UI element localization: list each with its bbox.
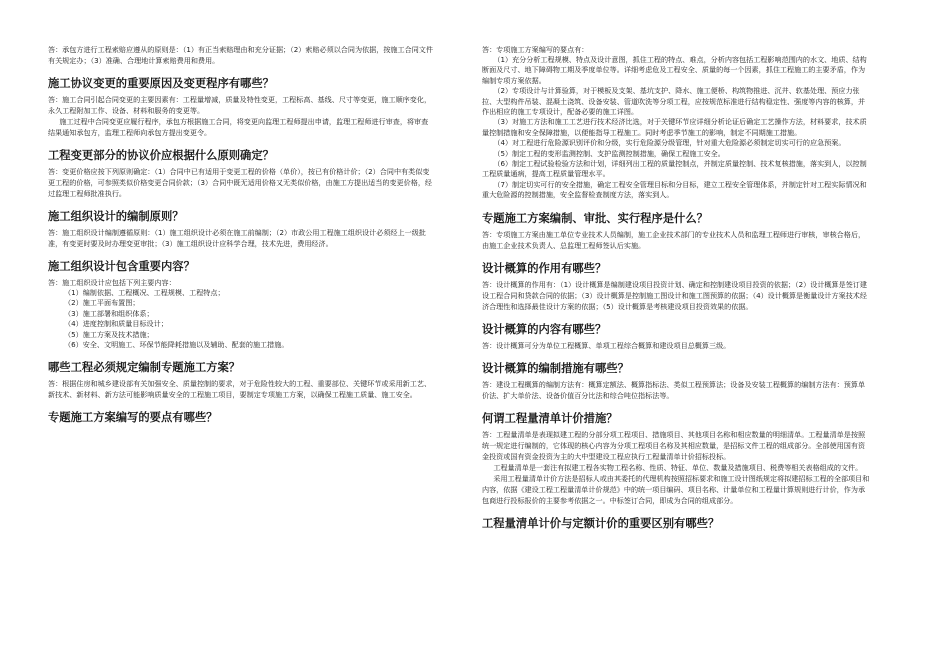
question-heading: 施工组织设计包含重要内容？ <box>48 260 195 273</box>
answer-paragraph: 答：建设工程概算的编制方法有：概算定额法、概算指标法、类似工程预算法；设备及安装工程概算的编制方法有：预算单价法、扩大单价法、设备价值百分比法和综合吨位指标法等。 <box>482 379 866 400</box>
answer-intro: 答：施工组织设计应包括下列主要内容： <box>48 278 176 287</box>
question-heading: 专题施工方案编制、审批、实行程序是什么？ <box>482 211 708 225</box>
answer-paragraph: 答：根据住房和城乡建设部有关加强安全、质量控制的要求，对于危险性较大的工程、重要部位、关键环节或采用新工艺、新技术、新材料、新方法可能影响质量安全的工程施工项目，要制定专项施工方案，以确保工程施工质量、施工安全。 <box>48 379 432 400</box>
question-heading: 设计概算的内容有哪些？ <box>482 322 607 336</box>
list-item: （6）制定工程试验检验方法和计划，详细列出工程的质量控制点，并制定质量控制、技术复核措施，落实到人，以控制工程质量通病，提高工程质量管理水平。 <box>482 159 867 179</box>
answer-paragraph: 采用工程量清单计价方法是招标人或由其委托的代理机构按照招标要求和施工设计图纸规定将拟建招标工程的全部项目和内容，依据《建设工程工程量清单计价规范》中的统一项目编码、项目名称、计量单位和工程量计算规则进行计价，作为承包商进行投标报价的主要参考依据之一。中标签订合同，即成为合同的组成部分。 <box>482 473 870 505</box>
answer-paragraph: 答：施工组织设计编制遵循原则：（1）施工组织设计必须在施工前编制；（2）市政公用工程施工组织设计必须经上一级批准，有变更时要及时办理变更审批；（3）施工组织设计应科学合理，技术先进，费用经济。 <box>48 228 426 248</box>
list-item: （5）制定工程的变形监测控制、支护监测控制措施，确保工程施工安全。 <box>493 148 725 158</box>
list-item: （4）进度控制和质量目标设计； <box>64 319 168 329</box>
list-item: （1）编制依据、工程概况、工程规模、工程特点； <box>64 288 225 297</box>
question-heading: 设计概算的编制措施有哪些？ <box>482 361 629 375</box>
answer-paragraph: 施工过程中合同变更应履行程序，承包方根据施工合同，将变更向监理工程师提出申请，监理工程师进行审查，将审查结果通知承包方，监理工程师向承包方提出变更令。 <box>48 117 429 137</box>
question-heading: 施工协议变更的重要原因及变更程序有哪些？ <box>48 77 274 90</box>
answer-paragraph: 答：专项施工方案由施工单位专业技术人员编制，施工企业技术部门的专业技术人员和监理工程师进行审核，审核合格后，由施工企业技术负责人、总监理工程师签认后实施。 <box>482 229 866 250</box>
answer-paragraph: 答：变更价格应按下列原则确定：（1）合同中已有适用于变更工程的价格（单价），按已有价格计价；（2）合同中有类似变更工程的价格，可参照类似价格变更合同价款；（3）合同中既无适用价格又无类似价格，由施工方提出适当的变更价格，经过监理工程师批准执行。 <box>48 167 433 198</box>
list-item: （5）施工方案及技术措施； <box>64 329 154 339</box>
answer-paragraph: 答：施工合同引起合同变更的主要因素有：工程量增减，质量及特性变更，工程标高、基线、尺寸等变更，施工顺序变化，永久工程附加工作、设备、材料和服务的变更等。 <box>48 95 432 115</box>
answer-intro: 答：专项施工方案编写的要点有： <box>482 45 589 54</box>
list-item: （3）施工部署和组织体系； <box>64 308 154 318</box>
question-heading: 何谓工程量清单计价措施？ <box>482 411 618 425</box>
list-item: （2）专项设计与计算验算，对于模板及支架、基坑支护、降水、施工便桥、构筑物推进、沉井、软基处理、预应力张拉、大型构件吊装、混凝土浇筑、设备安装、管道吹洗等分项工程，应按规范标准进行结构稳定性、强度等内容的核算，并作出相应的施工专项设计，配备必要的施工详图。 <box>482 86 866 117</box>
answer-paragraph: 答：承包方进行工程索赔应遵从的原则是：（1）有正当索赔理由和充分证据；（2）索赔必须以合同为依据，按施工合同文件有关规定办；（3）准确、合理地计算索赔费用和费用。 <box>48 45 433 65</box>
question-heading: 哪些工程必须规定编制专题施工方案？ <box>48 361 241 375</box>
list-item: （6）安全、文明施工、环保节能降耗措施以及辅助、配套的施工措施。 <box>64 340 289 350</box>
question-heading: 施工组织设计的编制原则？ <box>48 210 184 223</box>
content-list <box>48 288 433 350</box>
answer-paragraph: 答：设计概算可分为单位工程概算、单项工程综合概算和建设项目总概算三级。 <box>482 340 731 350</box>
answer-paragraph: 答：工程量清单是表现拟建工程的分部分项工程项目、措施项目、其他项目名称和相应数量的明细清单。工程量清单是按照统一规定进行编制的，它体现的核心内容为分项工程项目名称及其相应数量，是招标文件工程的组成部分。全部使用国有资金投资或国有资金投资为主的大中型建设工程应执行工程量清单计价招标投标。 <box>482 429 866 461</box>
left-column <box>48 44 433 425</box>
answer-paragraph: 答：设计概算的作用有：（1）设计概算是编制建设项目投资计划、确定和控制建设项目投资的依据；（2）设计概算是签订建设工程合同和贷款合同的依据；（3）设计概算是控制施工图设计和施工图预算的依据；（4）设计概算是衡量设计方案技术经济合理性和选择最佳设计方案的依据；（5）设计概算是考核建设项目投资效果的依据。 <box>482 279 867 311</box>
question-heading: 工程变更部分的协议价应根据什么原则确定？ <box>48 149 274 162</box>
list-item: （7）制定切实可行的安全措施，确定工程安全管理目标和分目标，建立工程安全管理体系，并制定针对工程实际情况和重大危险源的控制措施，安全监督检查制度方法，落实到人。 <box>482 179 867 200</box>
question-heading: 专题施工方案编写的要点有哪些？ <box>48 411 218 425</box>
question-heading: 设计概算的作用有哪些？ <box>482 261 607 275</box>
right-column <box>482 44 872 531</box>
question-heading: 工程量清单计价与定额计价的重要区别有哪些？ <box>482 516 720 530</box>
list-item: （2）施工平面布置图； <box>64 298 140 308</box>
answer-paragraph: 工程量清单是一套注有拟建工程各实物工程名称、性质、特征、单位、数量及措施项目、税费等相关表格组成的文件。 <box>493 462 863 472</box>
list-item: （1）充分分析工程规模、特点及设计意图，抓住工程的特点、难点，分析内容包括工程影响范围内的水文、地质、结构断面及尺寸、地下障碍物工期及季度单位等。详细考虑危及工程安全、质量的每一个因素，抓住工程施工的主要矛盾，作为编制专项方案依据。 <box>482 55 867 85</box>
content-list <box>482 55 872 201</box>
list-item: （4）对工程进行危险源识别评价和分级，实行危险源分级管理，针对重大危险源必须制定切实可行的应急预案。 <box>493 138 846 148</box>
list-item: （3）对施工方法和施工工艺进行技术经济比选，对于关键环节应详细分析论证后确定工艺操作方法，材料要求，技术质量控制措施和安全保障措施，以便能指导工程施工。同时考虑季节施工的影响，制定不同期施工措施。 <box>482 117 867 137</box>
